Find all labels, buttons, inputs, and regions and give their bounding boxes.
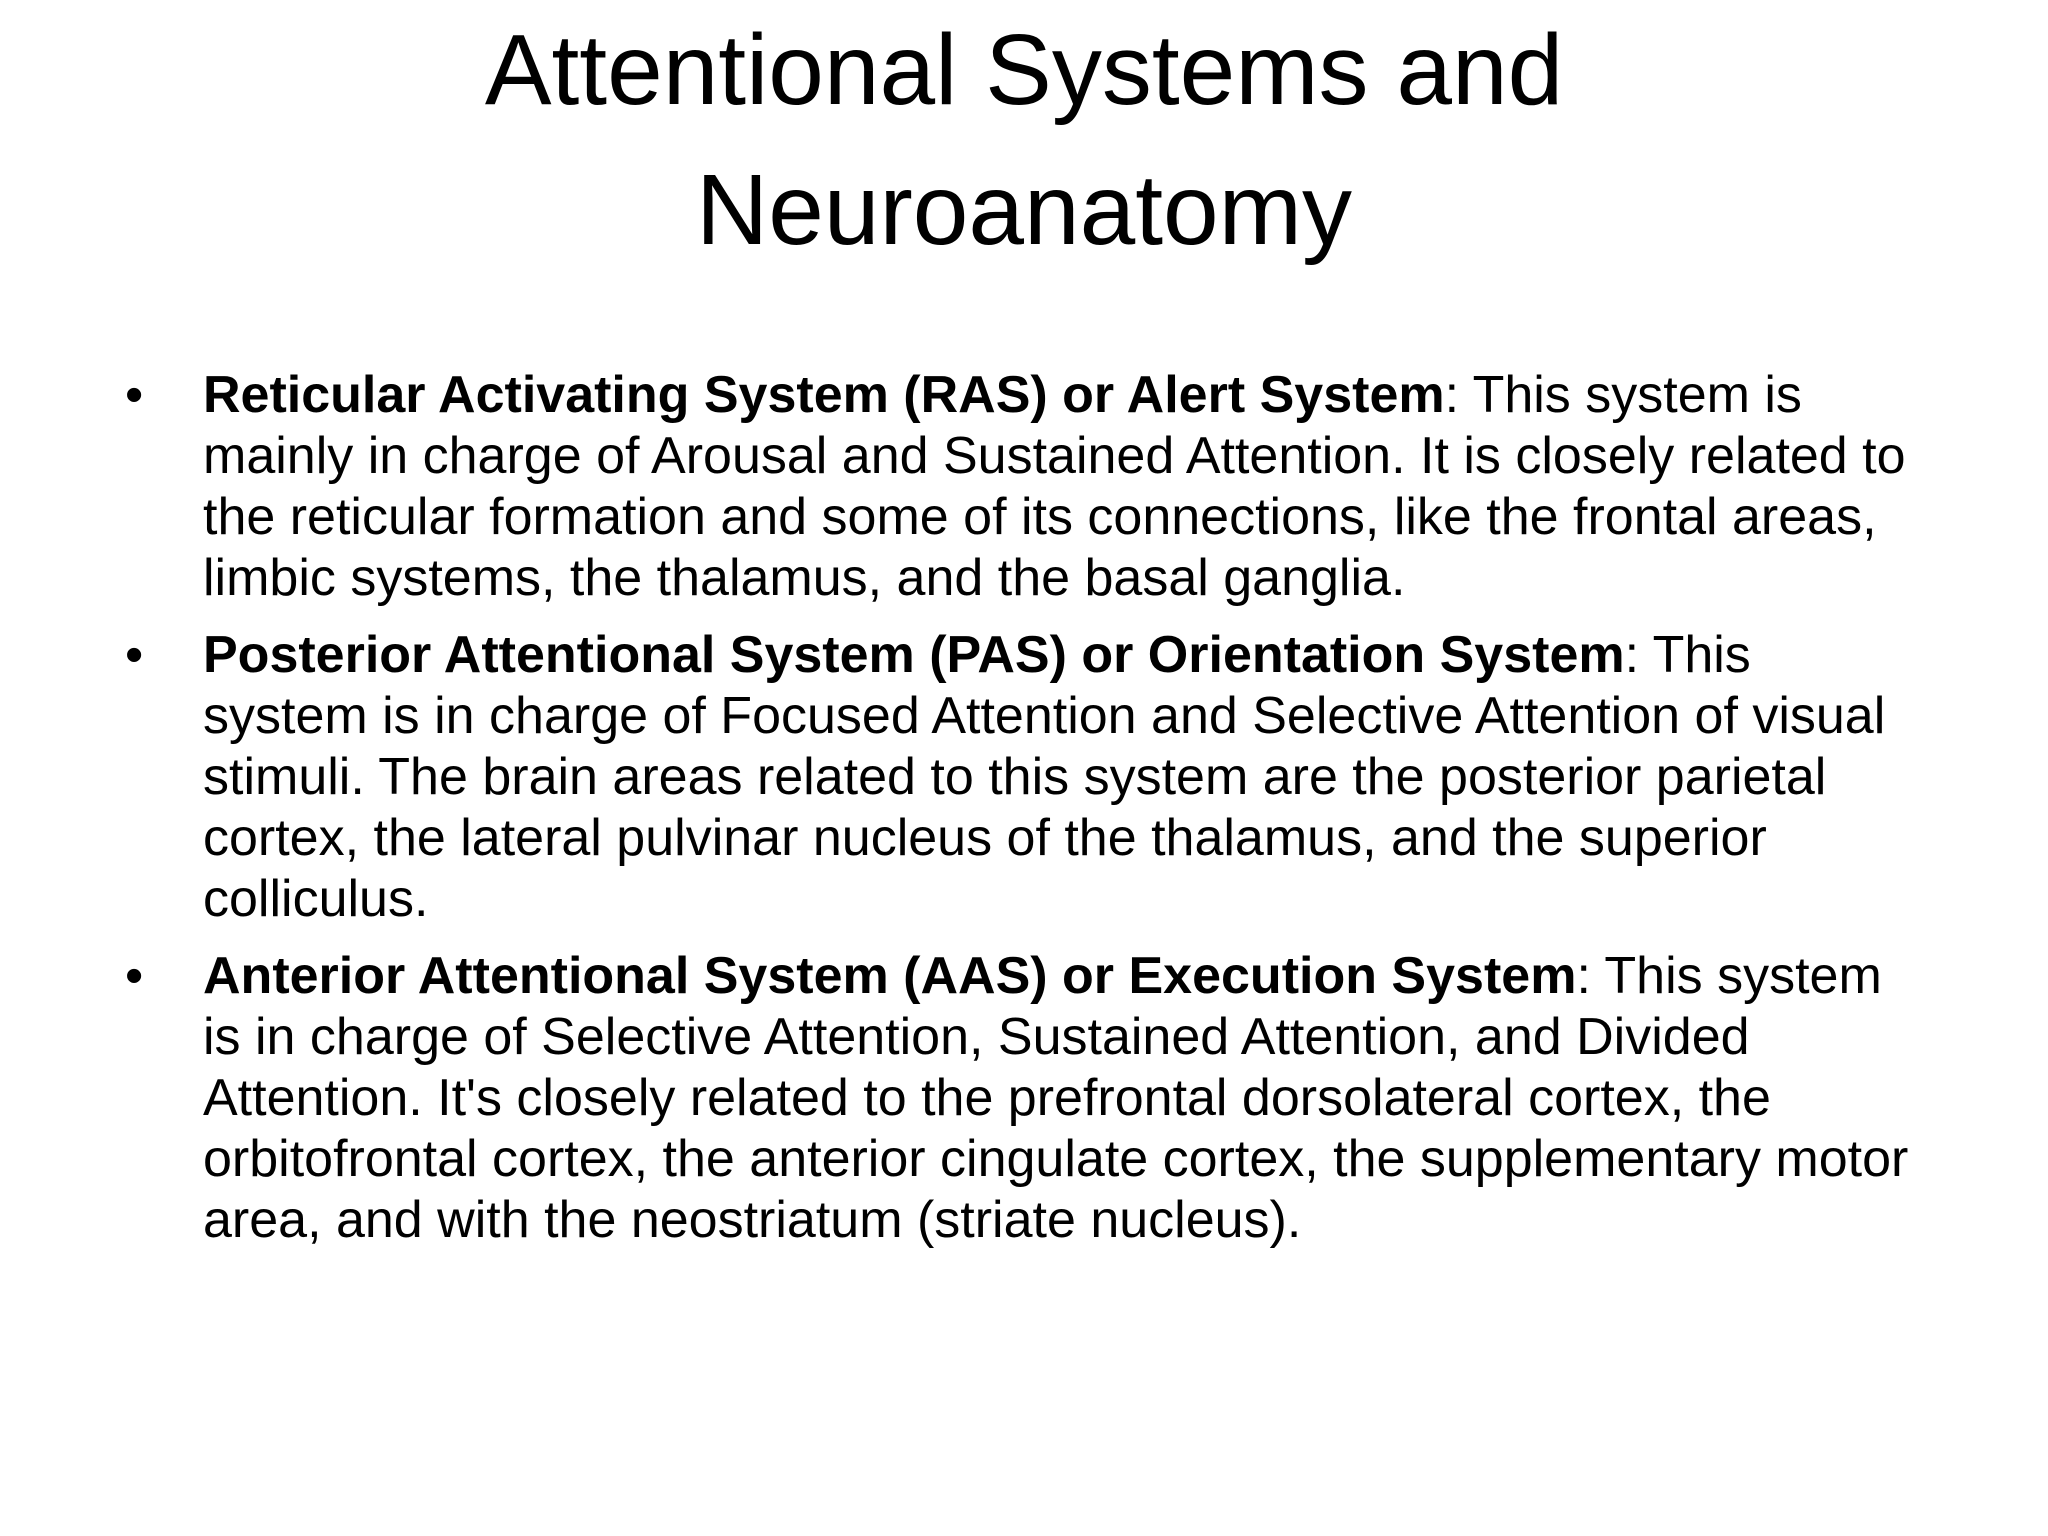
- slide-title: [200, 0, 1848, 280]
- bullet-item-ras: [125, 365, 1925, 609]
- bullet-term: Anterior Attentional System (AAS) or Execution System: [203, 947, 1577, 1005]
- slide-title-line-1: Attentional Systems and: [484, 14, 1564, 126]
- bullet-term: Reticular Activating System (RAS) or Alert System: [203, 366, 1445, 424]
- bullet-marker: •: [125, 947, 144, 1005]
- bullet-marker: •: [125, 626, 144, 684]
- bullet-item-aas: [125, 946, 1925, 1251]
- bullet-item-pas: [125, 625, 1925, 930]
- bullet-marker: •: [125, 366, 144, 424]
- bullet-term: Posterior Attentional System (PAS) or Orientation System: [203, 626, 1625, 684]
- bullet-text: : This system is mainly in charge of Arousal and Sustained Attention. It is closely related to the reticular formation and some of its connections, like the frontal areas, limbic systems, the thalamus, and the basal ganglia.: [203, 366, 1906, 607]
- bullet-text: : This system is in charge of Selective Attention, Sustained Attention, and Divided Attention. It's closely related to the prefrontal dorsolateral cortex, the orbitofrontal cortex, the anterior cingulate cortex, the supplementary motor area, and with the neostriatum (striate nucleus).: [203, 947, 1909, 1249]
- slide-title-line-2: Neuroanatomy: [696, 154, 1352, 266]
- bullet-list: [125, 365, 1925, 1267]
- bullet-text: : This system is in charge of Focused Attention and Selective Attention of visual stimuli. The brain areas related to this system are the posterior parietal cortex, the lateral pulvinar nucleus of the thalamus, and the superior colliculus.: [203, 626, 1886, 928]
